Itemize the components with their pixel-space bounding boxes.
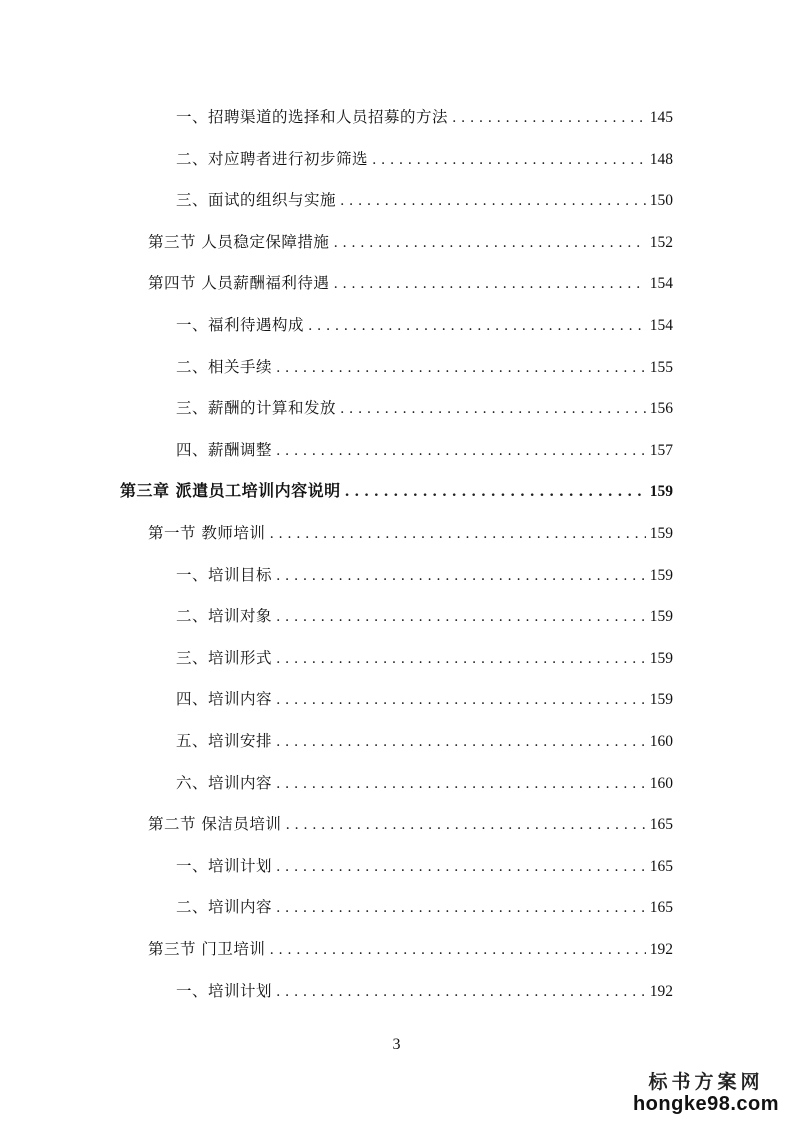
toc-entry[interactable] [176, 189, 673, 211]
toc-entry-title: 一、福利待遇构成 [176, 316, 305, 334]
toc-entry-title: 一、培训目标 [176, 566, 273, 584]
toc-leader-dots [340, 398, 646, 420]
toc-leader-dots [452, 107, 646, 129]
toc-entry-page: 160 [649, 733, 673, 750]
toc-leader-dots [333, 232, 645, 254]
toc-entry-title: 一、培训计划 [176, 982, 273, 1000]
toc-entry-title: 一、招聘渠道的选择和人员招募的方法 [176, 108, 449, 126]
toc-entry-title: 四、培训内容 [176, 690, 273, 708]
toc-entry[interactable] [120, 480, 673, 502]
toc-entry-title: 二、培训对象 [176, 607, 273, 625]
toc-leader-dots [333, 273, 645, 295]
toc-entry[interactable] [176, 564, 673, 586]
toc-entry[interactable] [176, 314, 673, 336]
toc-entry-page: 192 [649, 983, 673, 1000]
toc-entry-page: 160 [649, 775, 673, 792]
toc-entry[interactable] [176, 605, 673, 627]
toc-entry-page: 154 [649, 275, 673, 292]
toc-leader-dots [269, 523, 645, 545]
page-number: 3 [392, 1036, 401, 1053]
toc-leader-dots [269, 939, 645, 961]
toc-entry[interactable] [176, 106, 673, 128]
watermark-url: hongke98.com [632, 1093, 779, 1115]
toc-entry-page: 159 [649, 650, 673, 667]
toc-leader-dots [276, 856, 646, 878]
toc-entry[interactable] [176, 647, 673, 669]
toc-entry-page: 159 [649, 483, 673, 500]
toc-leader-dots [345, 481, 646, 503]
toc-leader-dots [276, 981, 646, 1003]
toc-entry[interactable] [176, 896, 673, 918]
toc-leader-dots [276, 440, 646, 462]
toc-entry[interactable] [176, 439, 673, 461]
toc-leader-dots [276, 648, 646, 670]
toc-entry-page: 152 [649, 234, 673, 251]
toc-entry[interactable] [148, 522, 673, 544]
toc-entry-page: 155 [649, 359, 673, 376]
toc-entry-page: 159 [649, 691, 673, 708]
toc-entry-page: 156 [649, 400, 673, 417]
toc-entry-title: 三、薪酬的计算和发放 [176, 399, 337, 417]
toc-entry-page: 145 [649, 109, 673, 126]
toc-entry-title: 六、培训内容 [176, 774, 273, 792]
toc-entry-page: 159 [649, 567, 673, 584]
toc-entry[interactable] [176, 356, 673, 378]
toc-entry-page: 165 [649, 899, 673, 916]
toc-entry-page: 192 [649, 941, 673, 958]
toc-entry-title: 五、培训安排 [176, 732, 273, 750]
toc-leader-dots [285, 814, 645, 836]
toc-entry-page: 159 [649, 525, 673, 542]
toc-leader-dots [372, 149, 646, 171]
toc-entry-title: 第三节 人员稳定保障措施 [148, 233, 330, 251]
toc-leader-dots [276, 897, 646, 919]
toc-entry-title: 一、培训计划 [176, 857, 273, 875]
toc-entry-page: 165 [649, 816, 673, 833]
toc-entry-page: 159 [649, 608, 673, 625]
toc-entry-title: 二、相关手续 [176, 358, 273, 376]
toc-entry[interactable] [148, 272, 673, 294]
toc-entry[interactable] [176, 772, 673, 794]
toc-entry-title: 二、对应聘者进行初步筛选 [176, 150, 369, 168]
watermark-logo [633, 1067, 779, 1114]
toc-leader-dots [340, 190, 646, 212]
toc-entry-title: 第四节 人员薪酬福利待遇 [148, 274, 330, 292]
toc-entry[interactable] [148, 813, 673, 835]
toc-leader-dots [276, 606, 646, 628]
toc-leader-dots [308, 315, 646, 337]
toc-entry[interactable] [176, 688, 673, 710]
toc-entry-title: 三、面试的组织与实施 [176, 191, 337, 209]
toc-entry-title: 第三章 派遣员工培训内容说明 [120, 481, 341, 500]
toc-entry-page: 150 [649, 192, 673, 209]
toc-entry[interactable] [148, 231, 673, 253]
toc-entry[interactable] [176, 980, 673, 1002]
toc-entry[interactable] [176, 730, 673, 752]
toc-entry-title: 第二节 保洁员培训 [148, 815, 282, 833]
toc-entry[interactable] [176, 148, 673, 170]
toc-entry-title: 三、培训形式 [176, 649, 273, 667]
toc-entry-page: 165 [649, 858, 673, 875]
toc-entry[interactable] [148, 938, 673, 960]
toc-leader-dots [276, 357, 646, 379]
toc-entry-title: 二、培训内容 [176, 898, 273, 916]
toc-entry-page: 157 [649, 442, 673, 459]
toc-entry-title: 第三节 门卫培训 [148, 940, 266, 958]
toc-entry[interactable] [176, 397, 673, 419]
watermark-name: 标书方案网 [648, 1072, 764, 1093]
toc-leader-dots [276, 773, 646, 795]
toc-entry-page: 148 [649, 151, 673, 168]
toc-entry-title: 第一节 教师培训 [148, 524, 266, 542]
toc-leader-dots [276, 731, 646, 753]
toc-entry-title: 四、薪酬调整 [176, 441, 273, 459]
toc-leader-dots [276, 689, 646, 711]
toc-entry[interactable] [176, 855, 673, 877]
toc-entry-page: 154 [649, 317, 673, 334]
toc-leader-dots [276, 565, 646, 587]
